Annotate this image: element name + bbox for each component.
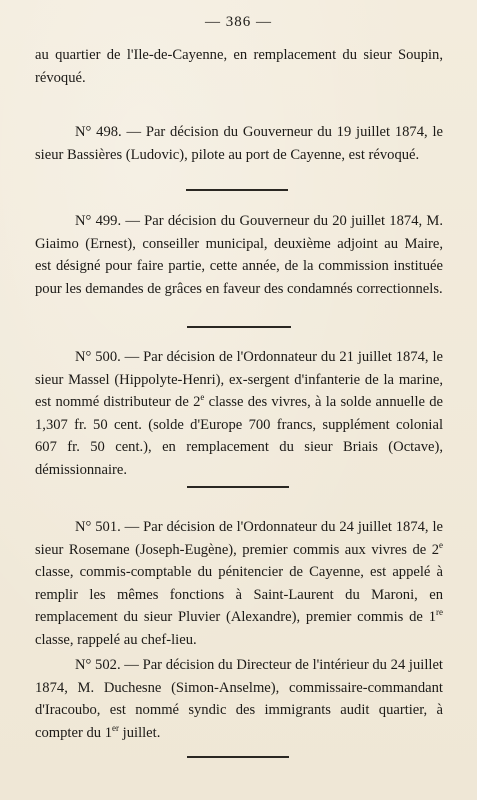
ordinal-suffix: e <box>439 539 443 550</box>
separator-rule <box>186 189 288 191</box>
entry-499 <box>35 210 443 300</box>
ordinal-suffix: e <box>200 392 205 403</box>
separator-rule <box>187 326 291 328</box>
entry-500 <box>35 346 443 481</box>
entry-text: — Par décision de l'Ordonnateur du 24 juillet 1874, le sieur Rosemane (Joseph-Eugène), premier commis aux vivres de 2e classe, commis-comptable du pénitencier de Cayenne, est appelé à remplir les mêmes fonctions à Saint-Laurent du Maroni, en remplacement du sieur Pluvier (Alexandre), premier commis de 1re classe, rappelé au chef-lieu. <box>35 519 443 648</box>
entry-number: N° 498. <box>75 124 122 140</box>
entry-text: — Par décision du Gouverneur du 19 juillet 1874, le sieur Bassières (Ludovic), pilote au port de Cayenne, est révoqué. <box>35 124 443 163</box>
page-number: — 386 — <box>205 14 272 30</box>
entry-text: — Par décision du Gouverneur du 20 juillet 1874, M. Giaimo (Ernest), conseiller municipal, deuxième adjoint au Maire, est désigné pour faire partie, cette année, de la commission instituée pour les demandes de grâces en faveur des condamnés correctionnels. <box>35 213 443 297</box>
entry-502 <box>35 654 443 744</box>
separator-rule <box>187 486 289 488</box>
entry-number: N° 502. <box>75 657 121 673</box>
entry-number: N° 499. <box>75 213 122 229</box>
entry-number: N° 501. <box>75 519 121 535</box>
separator-rule <box>187 756 289 758</box>
entry-text: — Par décision de l'Ordonnateur du 21 juillet 1874, le sieur Massel (Hippolyte-Henri), ex-sergent d'infanterie de la marine, est nommé distributeur de 2e classe des vivres, à la solde annuelle de 1,307 fr. 50 cent. (solde d'Europe 700 francs, supplément colonial 607 fr. 50 cent.), en remplacement du sieur Briais (Octave), démissionnaire. <box>35 349 444 478</box>
ordinal-suffix: er <box>112 722 120 733</box>
entry-text: — Par décision du Directeur de l'intérieur du 24 juillet 1874, M. Duchesne (Simon-Anselme), commissaire-commandant d'Iracoubo, est nommé syndic des immigrants audit quartier, à compter du 1er juillet. <box>35 657 443 741</box>
continuation-text: au quartier de l'Ile-de-Cayenne, en remplacement du sieur Soupin, révoqué. <box>35 47 443 86</box>
continuation-paragraph <box>35 44 443 89</box>
entry-498 <box>35 121 443 166</box>
ordinal-suffix: re <box>436 607 443 618</box>
entry-number: N° 500. <box>75 349 121 365</box>
entry-501 <box>35 516 443 651</box>
